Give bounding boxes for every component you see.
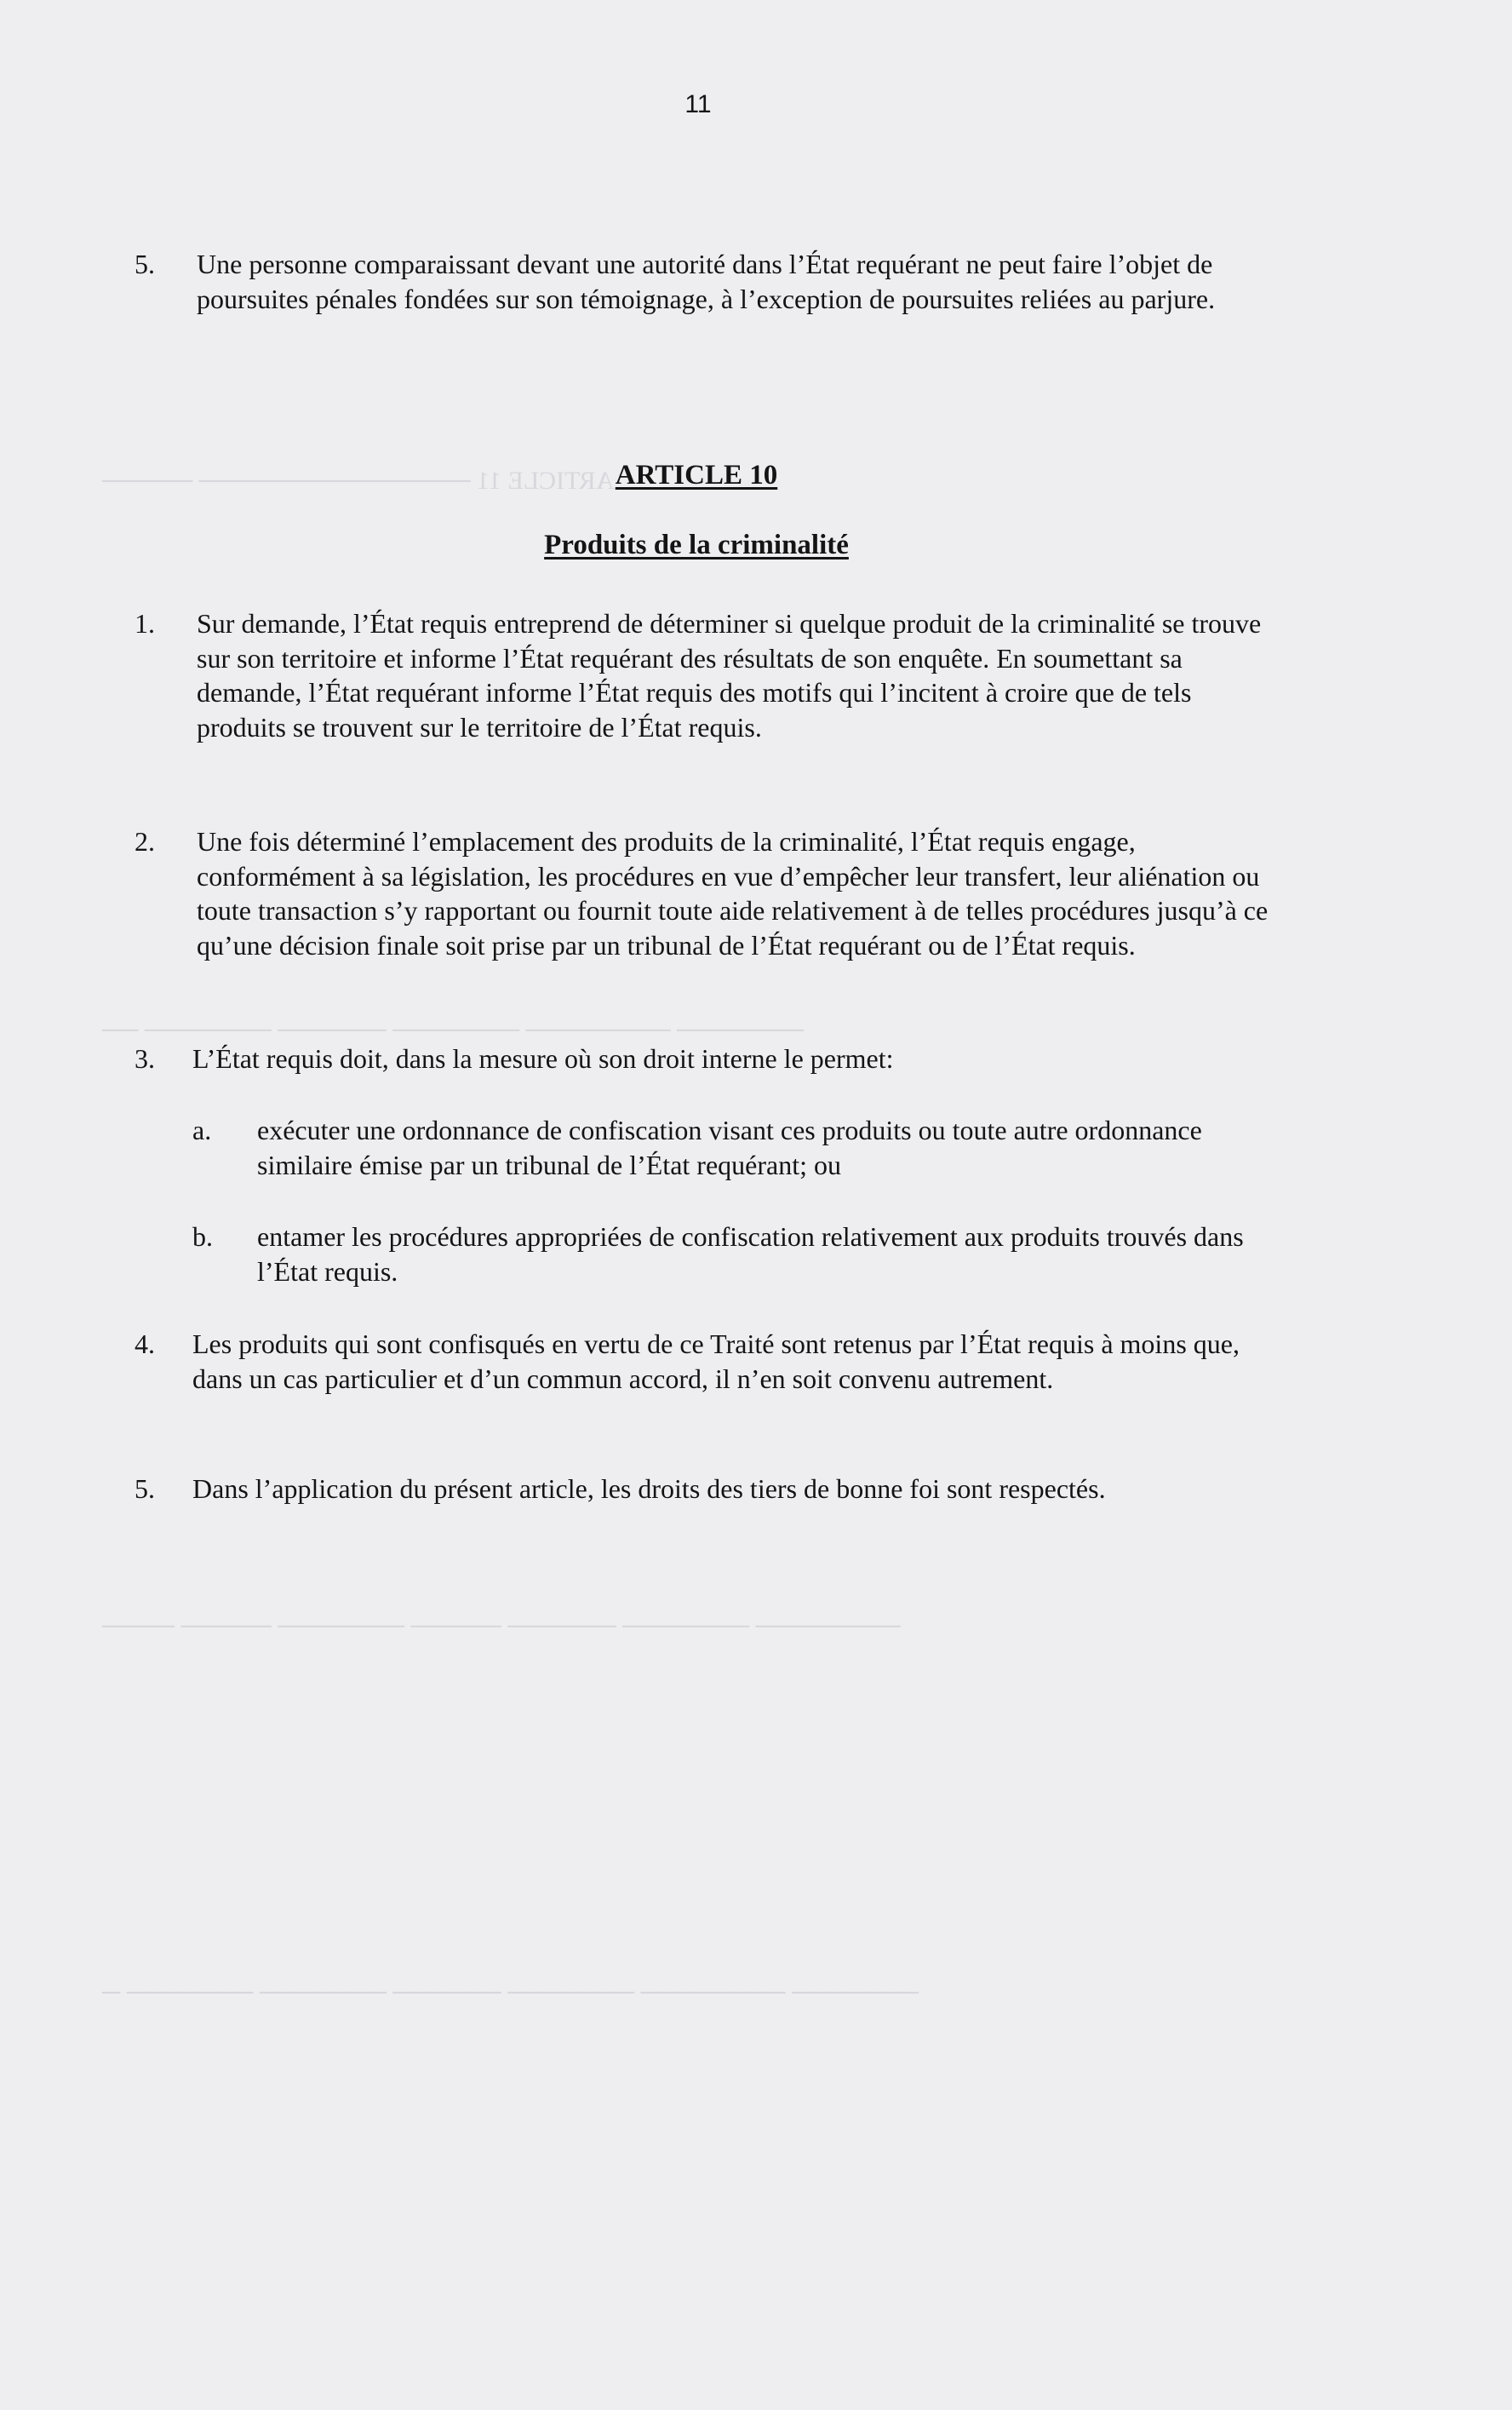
paragraph-4: [135, 1327, 1269, 1396]
sub-item-letter: a.: [192, 1115, 212, 1145]
paragraph-number: 1.: [135, 608, 155, 639]
document-page: 11 ARTICLE 11 ─────────────── ───── ─────── ──────── ─────── ────── ─────── ── ──────── ─────── ────── ───── ─────── ───── ──── ─────── ──────── ─────── ────── ─────── ─────── ─ 5. Une personne comparaissant devant une autorité dans l’État requérant ne peut faire l’objet de poursuites pénales fondées sur son témoignage, à l’exception de poursuites reliées au parjure. ARTICLE 10 Produits de la criminalité 1. Sur demande, l’État requis entreprend de déterminer si quelque produit de la criminalité se trouve sur son territoire et informe l’État requérant des résultats de son enquête. En soumettant sa demande, l’État requérant informe l’État requis des motifs qui l’incitent à croire que de tels produits se trouvent sur le territoire de l’État requis. 2. Une fois déterminé l’emplacement des produits de la criminalité, l’État requis engage, conformément à sa législation, les procédures en vue d’empêcher leur transfert, leur aliénation ou toute transaction s’y rapportant ou fournit toute aide relativement à de telles procédures jusqu’à ce qu’une décision finale soit prise par un tribunal de l’État requérant ou de l’État requis. 3. L’État requis doit, dans la mesure où son droit interne le permet: a. exécuter une ordonnance de confiscation visant ces produits ou toute autre ordonnance similaire émise par un tribunal de l’État requérant; ou b. entamer les procédures appropriées de confiscation relativement aux produits trouvés dans l’État requis. 4. Les produits qui sont confisqués en vertu de ce Traité sont retenus par l’État requis à moins que, dans un cas particulier et d’un commun accord, il n’en soit convenu autrement. 5. Dans l’application du présent article, les droits des tiers de bonne foi sont respectés.: [0, 0, 1512, 2410]
article-subtitle: Produits de la criminalité: [544, 530, 849, 560]
paragraph-number: 2.: [135, 826, 155, 857]
paragraph-text: Une fois déterminé l’emplacement des produits de la criminalité, l’État requis engage, conformément à sa législation, les procédures en vue d’empêcher leur transfert, leur aliénation ou toute transaction s’y rapportant ou fournit toute aide relativement à de telles procédures jusqu’à ce qu’une décision finale soit prise par un tribunal de l’État requérant ou de l’État requis.: [197, 826, 1269, 961]
paragraph-text: Une personne comparaissant devant une autorité dans l’État requérant ne peut faire l’objet de poursuites pénales fondées sur son témoignage, à l’exception de poursuites reliées au parjure.: [197, 249, 1216, 314]
paragraph-number: 3.: [135, 1043, 155, 1074]
sub-item-a: [192, 1113, 1274, 1182]
article-title: ARTICLE 10: [615, 460, 778, 491]
paragraph-text: L’État requis doit, dans la mesure où son droit interne le permet:: [192, 1043, 894, 1074]
page-number: 11: [684, 90, 712, 118]
paragraph-5-testimony: [135, 247, 1286, 316]
sub-item-text: exécuter une ordonnance de confiscation visant ces produits ou toute autre ordonnance similaire émise par un tribunal de l’État requérant; ou: [257, 1115, 1202, 1180]
sub-item-b: [192, 1219, 1274, 1288]
paragraph-text: Dans l’application du présent article, les droits des tiers de bonne foi sont respectés.: [192, 1473, 1106, 1504]
paragraph-1: [135, 606, 1269, 744]
paragraph-2: [135, 824, 1269, 962]
sub-item-text: entamer les procédures appropriées de confiscation relativement aux produits trouvés dans l’État requis.: [257, 1221, 1244, 1287]
paragraph-text: Les produits qui sont confisqués en vertu de ce Traité sont retenus par l’État requis à moins que, dans un cas particulier et d’un commun accord, il n’en soit convenu autrement.: [192, 1328, 1240, 1394]
paragraph-number: 4.: [135, 1328, 155, 1359]
paragraph-5-third-parties: [135, 1472, 1269, 1506]
paragraph-text: Sur demande, l’État requis entreprend de déterminer si quelque produit de la criminalité se trouve sur son territoire et informe l’État requérant des résultats de son enquête. En soumettant sa demande, l’État requérant informe l’État requis des motifs qui l’incitent à croire que de tels produits se trouvent sur le territoire de l’État requis.: [197, 608, 1262, 743]
paragraph-number: 5.: [135, 249, 155, 279]
sub-item-letter: b.: [192, 1221, 213, 1252]
paragraph-3: [135, 1041, 1269, 1076]
paragraph-number: 5.: [135, 1473, 155, 1504]
